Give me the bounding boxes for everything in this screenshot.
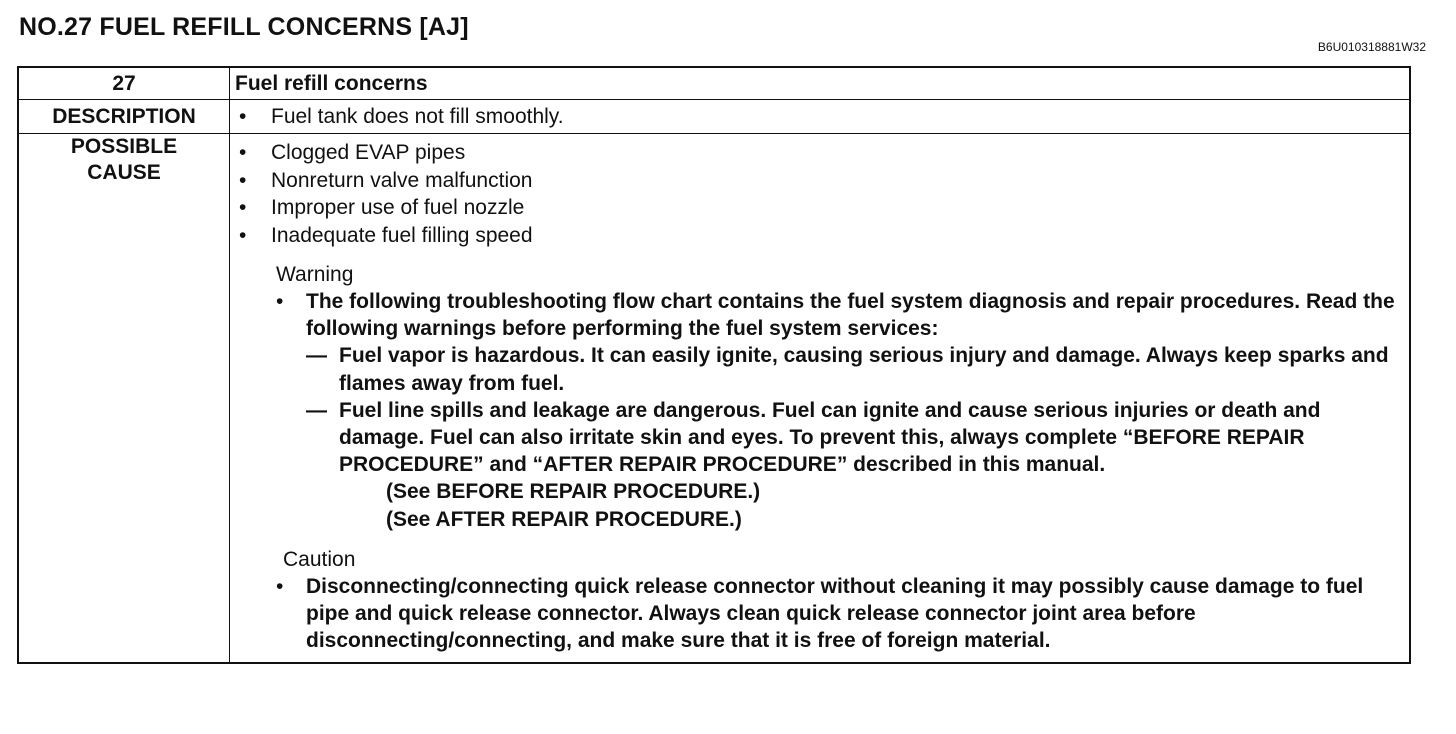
see-before-link[interactable]: (See BEFORE REPAIR PROCEDURE.) [386, 480, 761, 504]
possible-cause-cell [230, 134, 1411, 664]
possible-cause-row [18, 134, 1410, 664]
dash-icon: — [306, 344, 327, 368]
warning-heading: Warning [276, 263, 354, 286]
warning-sub-item: — Fuel vapor is hazardous. It can easily ignite, causing serious injury and damage. Always keep sparks and flames away from fuel. [306, 344, 1389, 395]
possible-cause-label-line1: POSSIBLE [70, 135, 178, 158]
description-cell [230, 100, 1411, 134]
see-after-link[interactable]: (See AFTER REPAIR PROCEDURE.) [386, 507, 742, 531]
caution-text: Disconnecting/connecting quick release connector without cleaning it may possibly cause damage to fuel pipe and quick release connector. Always clean quick release connector joint area before disconnecting/connecting, and make sure that it is free of foreign material. [306, 574, 1364, 653]
possible-cause-label-line2: CAUSE [87, 161, 161, 184]
bullet-icon: • [239, 196, 247, 219]
cause-list [230, 134, 1409, 249]
bullet-icon: • [239, 141, 247, 164]
bullet-icon: • [239, 105, 247, 128]
page-title: NO.27 FUEL REFILL CONCERNS [AJ] [19, 13, 469, 41]
concern-name: Fuel refill concerns [230, 67, 1411, 100]
caution-block [230, 573, 1409, 663]
concern-number: 27 [18, 67, 230, 100]
bullet-icon: • [239, 168, 247, 192]
warning-list [276, 288, 1409, 533]
warning-sub-item: — Fuel line spills and leakage are dangerous. Fuel can ignite and cause serious injuries or death and damage. Fuel can also irritate skin and eyes. To prevent this, always complete “BEFORE REPAIR PROCEDURE” and “AFTER REPAIR PROCEDURE” described in this manual. (See BEFORE REPAIR PROCEDURE.) (See AFTER REPAIR PROCEDURE.) [306, 397, 1409, 533]
warning-main-text: The following troubleshooting flow chart contains the fuel system diagnosis and repair procedures. Read the following warnings before performing the fuel system services: [306, 290, 1395, 341]
document-id: B6U010318881W32 [1317, 40, 1426, 54]
caution-heading: Caution [283, 547, 356, 571]
cause-item: • Inadequate fuel filling speed [239, 222, 1409, 250]
warning-item [276, 288, 1409, 533]
header-row [18, 67, 1410, 100]
cause-item: • Improper use of fuel nozzle [239, 194, 1409, 222]
bullet-icon: • [239, 223, 247, 247]
description-row [18, 100, 1410, 134]
cause-item: • Clogged EVAP pipes [239, 139, 1409, 167]
description-label: DESCRIPTION [18, 100, 230, 134]
bullet-icon: • [276, 290, 284, 313]
possible-cause-label [18, 134, 230, 664]
troubleshooting-table [17, 66, 1411, 664]
cause-item: • Nonreturn valve malfunction [239, 167, 1409, 195]
warning-block [230, 261, 1409, 533]
bullet-icon: • [276, 574, 284, 598]
dash-icon: — [306, 398, 327, 422]
description-item: Fuel tank does not fill smoothly. [271, 105, 564, 128]
caution-item [276, 573, 1409, 655]
